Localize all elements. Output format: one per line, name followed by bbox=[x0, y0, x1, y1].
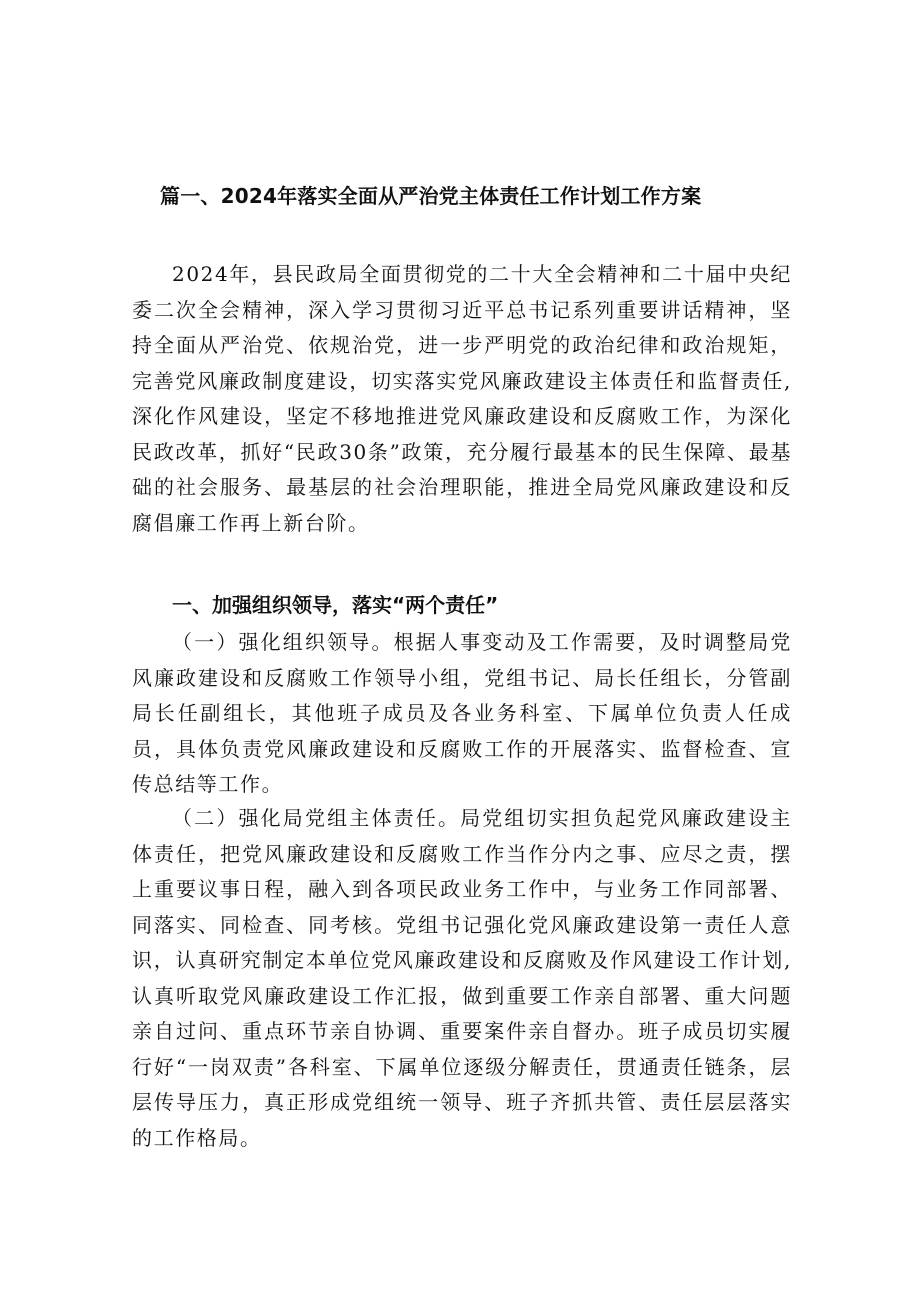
document-title: 篇一、2024年落实全面从严治党主体责任工作计划工作方案 bbox=[160, 184, 702, 208]
intro-paragraph: 2024年，县民政局全面贯彻党的二十大全会精神和二十届中央纪委二次全会精神，深入学习贯彻习近平总书记系列重要讲话精神，坚持全面从严治党、依规治党，进一步严明党的政治纪律和政治规矩，完善党风廉政制度建设，切实落实党风廉政建设主体责任和监督责任,深化作风建设，坚定不移地推进党风廉政建设和反腐败工作，为深化民政改革，抓好“民政30条”政策，充分履行最基本的民生保障、最基础的社会服务、最基层的社会治理职能，推进全局党风廉政建设和反腐倡廉工作再上新台阶。 bbox=[132, 262, 792, 535]
subsection-paragraph-2: （二）强化局党组主体责任。局党组切实担负起党风廉政建设主体责任，把党风廉政建设和反腐败工作当作分内之事、应尽之责，摆上重要议事日程，融入到各项民政业务工作中，与业务工作同部署、同落实、同检查、同考核。党组书记强化党风廉政建设第一责任人意识，认真研究制定本单位党风廉政建设和反腐败及作风建设工作计划,认真听取党风廉政建设工作汇报，做到重要工作亲自部署、重大问题亲自过问、重点环节亲自协调、重要案件亲自督办。班子成员切实履行好“一岗双责”各科室、下属单位逐级分解责任，贯通责任链条，层层传导压力，真正形成党组统一领导、班子齐抓共管、责任层层落实的工作格局。 bbox=[132, 806, 792, 1150]
subsection-paragraph-1: （一）强化组织领导。根据人事变动及工作需要，及时调整局党风廉政建设和反腐败工作领导小组，党组书记、局长任组长，分管副局长任副组长，其他班子成员及各业务科室、下属单位负责人任成员，具体负责党风廉政建设和反腐败工作的开展落实、监督检查、宣传总结等工作。 bbox=[132, 630, 792, 796]
section-heading: 一、加强组织领导，落实“两个责任” bbox=[172, 593, 499, 617]
